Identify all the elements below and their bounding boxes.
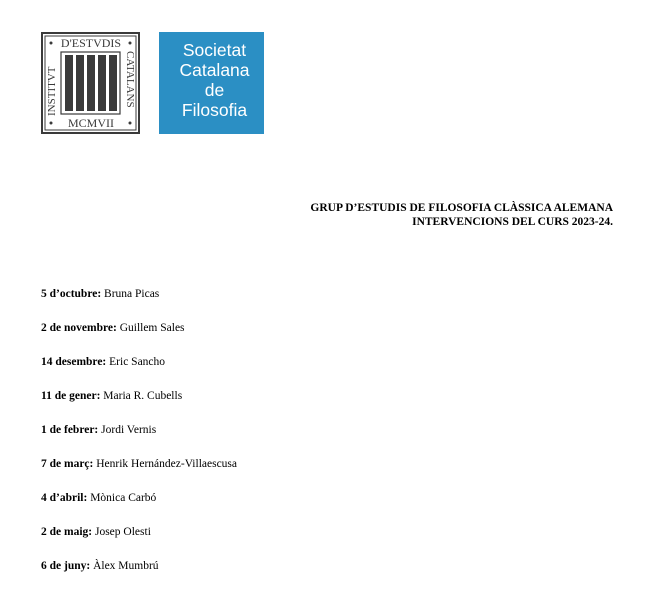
schedule-date: 1 de febrer: — [41, 424, 99, 436]
iec-seal-icon — [41, 32, 140, 134]
schedule-item — [41, 525, 237, 559]
schedule-date: 2 de novembre: — [41, 322, 117, 334]
schedule-speaker: Eric Sancho — [109, 356, 166, 368]
heading-line-2: INTERVENCIONS DEL CURS 2023-24. — [412, 216, 613, 228]
schedule-speaker: Mònica Carbó — [90, 492, 157, 504]
iec-top-text: D'ESTVDIS — [60, 36, 122, 50]
document-heading — [310, 201, 613, 229]
iec-right-text: CATALANS — [124, 51, 136, 108]
iec-logo — [41, 32, 140, 134]
schedule-date: 5 d’octubre: — [41, 288, 102, 300]
iec-left-text: INSTITVT — [46, 66, 58, 116]
schedule-item — [41, 355, 237, 389]
schedule-speaker: Jordi Vernis — [101, 424, 157, 436]
iec-bottom-text: MCMVII — [67, 116, 115, 130]
schedule-item — [41, 457, 237, 491]
schedule-speaker: Josep Olesti — [94, 526, 151, 538]
schedule-item — [41, 491, 237, 525]
schedule-item — [41, 321, 237, 355]
schedule-speaker: Guillem Sales — [119, 322, 185, 334]
schedule-speaker: Bruna Picas — [104, 288, 160, 300]
heading-line-1: GRUP D’ESTUDIS DE FILOSOFIA CLÀSSICA ALEMANA — [310, 202, 613, 214]
schedule-date: 4 d’abril: — [41, 492, 88, 504]
schedule-speaker: Maria R. Cubells — [103, 390, 183, 402]
schedule-item — [41, 389, 237, 423]
schedule-date: 14 desembre: — [41, 356, 107, 368]
schedule-date: 6 de juny: — [41, 560, 91, 572]
schedule-date: 2 de maig: — [41, 526, 93, 538]
scf-logo — [159, 32, 264, 134]
schedule-speaker: Henrik Hernández-Villaescusa — [96, 458, 238, 470]
scf-logo-line: Filosofia — [181, 100, 248, 120]
schedule-date: 11 de gener: — [41, 390, 101, 402]
schedule-item — [41, 559, 237, 593]
schedule-item — [41, 423, 237, 457]
schedule-list — [41, 287, 237, 593]
schedule-item — [41, 287, 237, 321]
scf-logo-line: Societat — [182, 40, 247, 60]
schedule-speaker: Àlex Mumbrú — [93, 560, 159, 572]
iec-columns-icon — [65, 55, 117, 111]
scf-logo-line: de — [204, 80, 225, 100]
scf-logo-line: Catalana — [179, 60, 250, 80]
schedule-date: 7 de març: — [41, 458, 94, 470]
